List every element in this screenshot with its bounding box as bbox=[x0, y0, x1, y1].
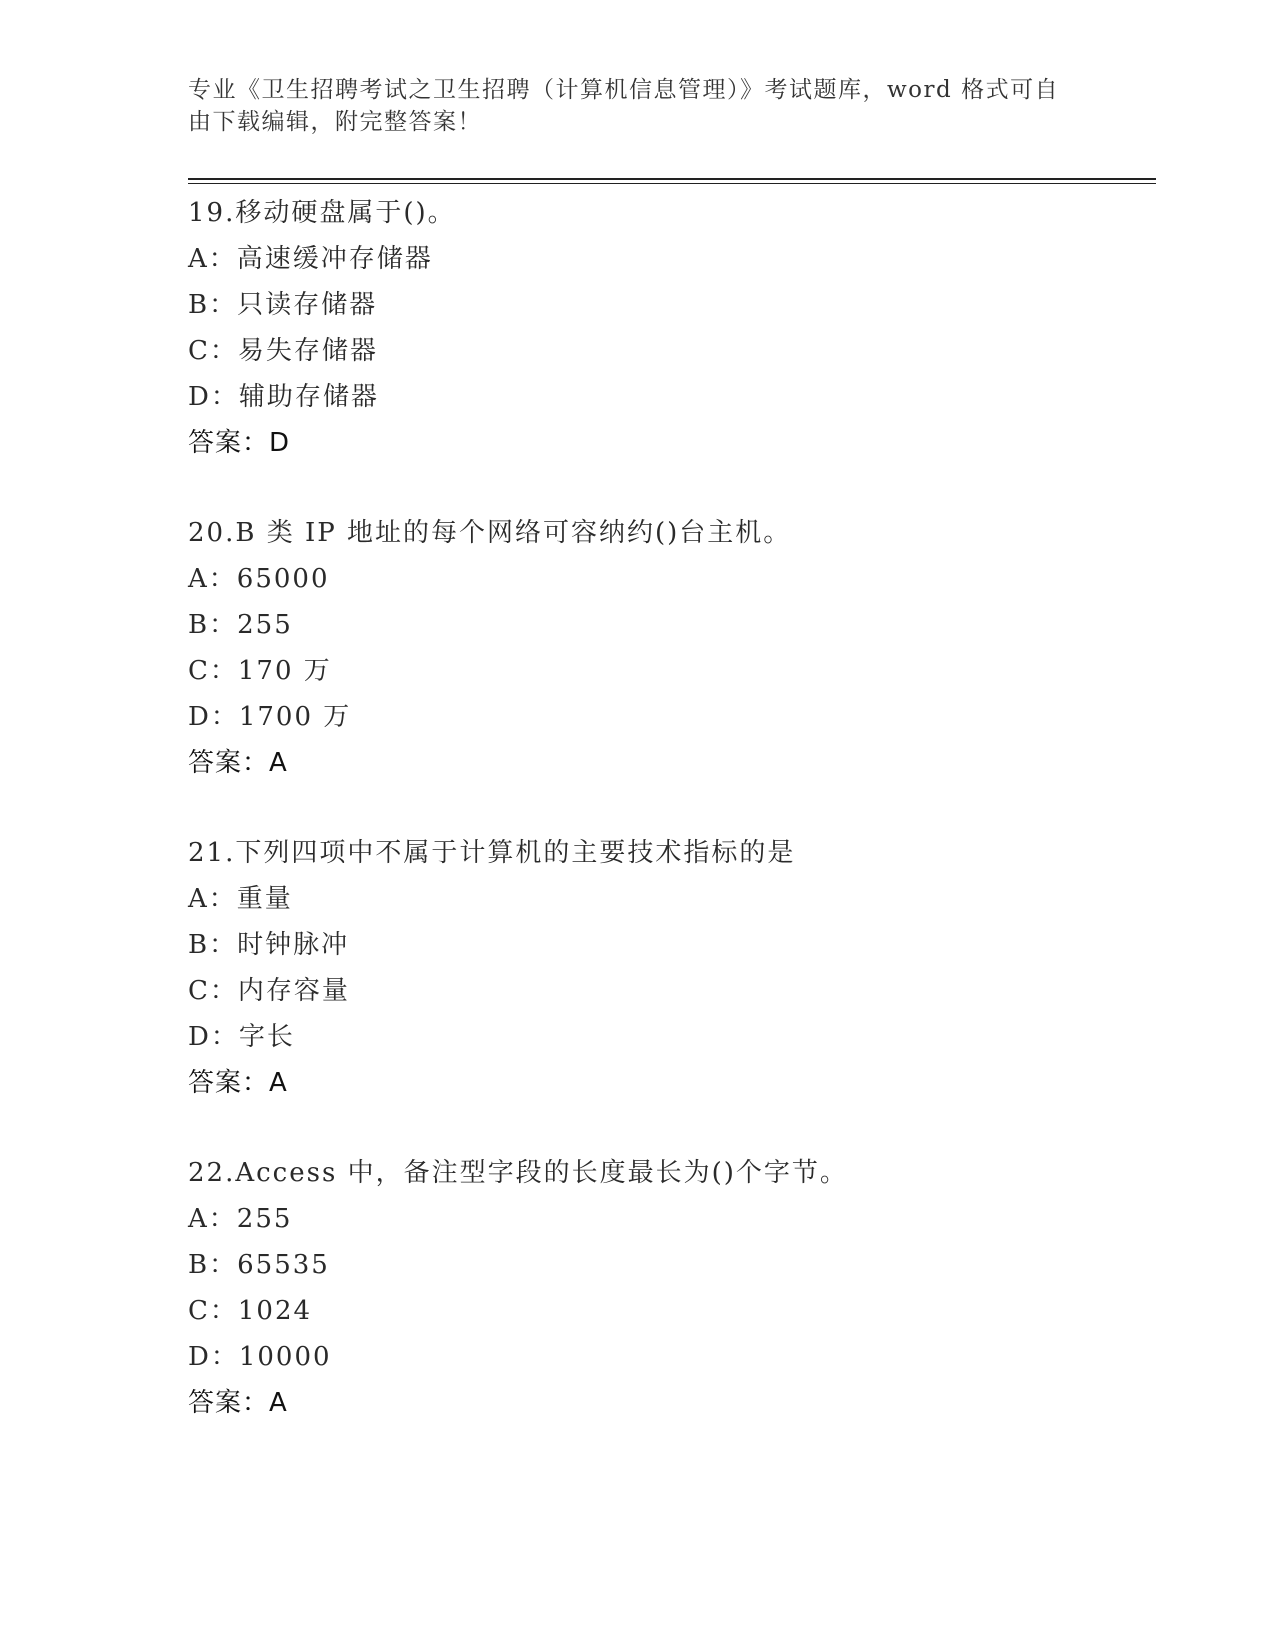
header-line-2: 由下载编辑，附完整答案！ bbox=[188, 109, 482, 135]
option-c: C：1024 bbox=[188, 1296, 313, 1326]
question-stem: 22.Access 中，备注型字段的长度最长为()个字节。 bbox=[188, 1158, 848, 1188]
answer-label: 答案： bbox=[188, 748, 270, 778]
option-a: A：高速缓冲存储器 bbox=[188, 244, 433, 274]
answer-value: A bbox=[269, 1068, 288, 1098]
answer-label: 答案： bbox=[188, 428, 270, 458]
header-line-1: 专业《卫生招聘考试之卫生招聘（计算机信息管理）》考试题库，word 格式可自 bbox=[188, 77, 1060, 103]
document-header bbox=[188, 74, 1068, 138]
question-stem: 21.下列四项中不属于计算机的主要技术指标的是 bbox=[188, 838, 796, 868]
answer-line bbox=[188, 1060, 1148, 1106]
answer-label: 答案： bbox=[188, 1068, 270, 1098]
question-stem: 19.移动硬盘属于()。 bbox=[188, 198, 456, 228]
option-d: D：10000 bbox=[188, 1342, 332, 1372]
option-a: A：65000 bbox=[188, 564, 330, 594]
header-divider-thick bbox=[188, 178, 1156, 180]
option-b: B：255 bbox=[188, 610, 293, 640]
option-d: D：辅助存储器 bbox=[188, 382, 379, 412]
option-a: A：重量 bbox=[188, 884, 293, 914]
question-20 bbox=[188, 510, 1148, 786]
answer-line bbox=[188, 420, 1148, 466]
answer-line bbox=[188, 1380, 1148, 1426]
answer-label: 答案： bbox=[188, 1388, 270, 1418]
option-c: C：内存容量 bbox=[188, 976, 350, 1006]
question-list bbox=[188, 190, 1148, 1470]
question-stem: 20.B 类 IP 地址的每个网络可容纳约()台主机。 bbox=[188, 518, 792, 548]
option-c: C：易失存储器 bbox=[188, 336, 378, 366]
option-b: B：只读存储器 bbox=[188, 290, 378, 320]
option-d: D：字长 bbox=[188, 1022, 295, 1052]
question-19 bbox=[188, 190, 1148, 466]
answer-value: A bbox=[269, 748, 288, 778]
question-21 bbox=[188, 830, 1148, 1106]
question-22 bbox=[188, 1150, 1148, 1426]
header-divider-thin bbox=[188, 183, 1156, 184]
answer-value: D bbox=[269, 428, 291, 458]
option-c: C：170 万 bbox=[188, 656, 332, 686]
answer-value: A bbox=[269, 1388, 288, 1418]
option-a: A：255 bbox=[188, 1204, 293, 1234]
answer-line bbox=[188, 740, 1148, 786]
option-d: D：1700 万 bbox=[188, 702, 352, 732]
option-b: B：时钟脉冲 bbox=[188, 930, 350, 960]
option-b: B：65535 bbox=[188, 1250, 330, 1280]
